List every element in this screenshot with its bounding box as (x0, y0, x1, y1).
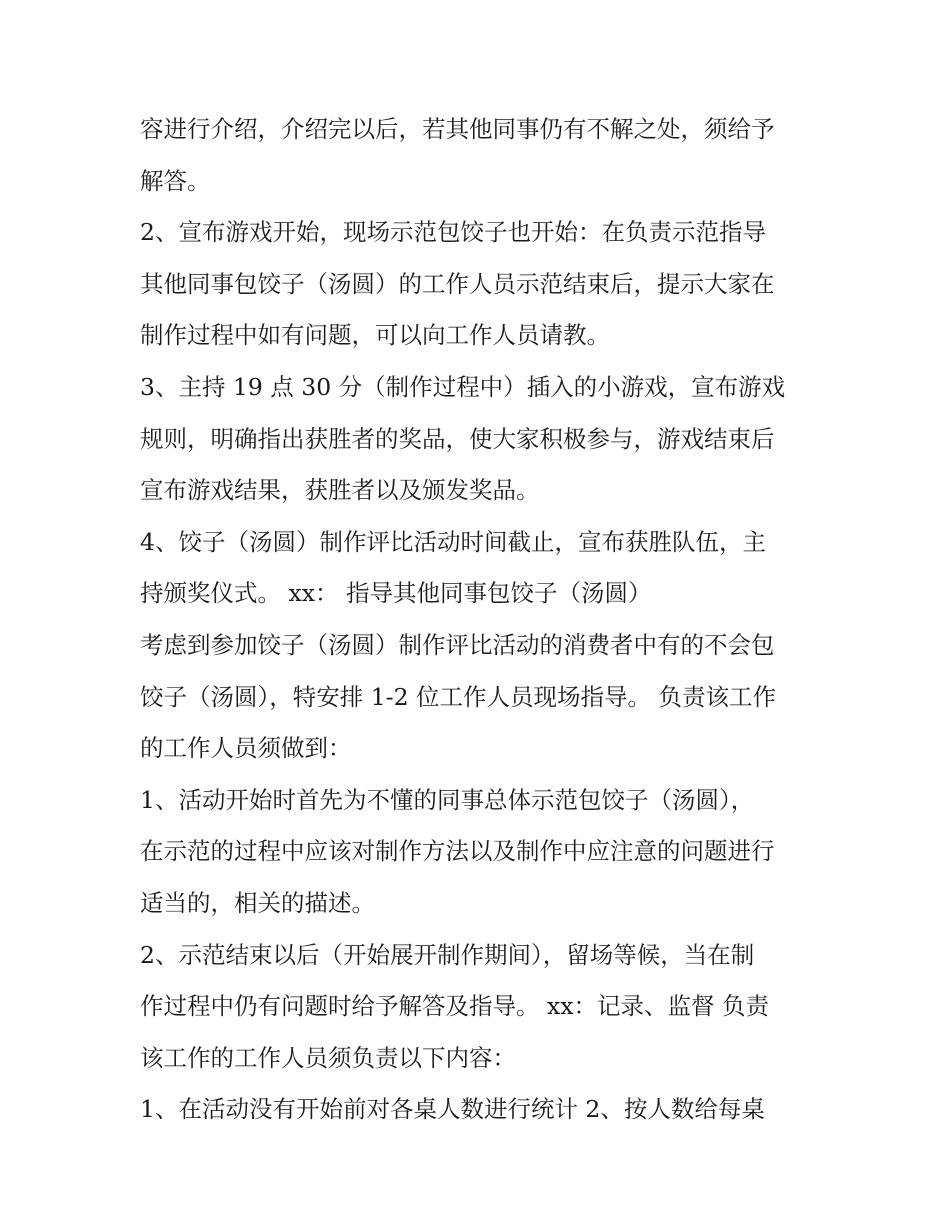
text-line: 容进行介绍，介绍完以后，若其他同事仍有不解之处，须给予 (140, 115, 775, 143)
text-line: 2、示范结束以后（开始展开制作期间），留场等候，当在制 (140, 940, 755, 969)
text-line: 在示范的过程中应该对制作方法以及制作中应注意的问题进行 (140, 837, 775, 866)
text-line: 的工作人员须做到： (140, 734, 352, 763)
body-text (140, 104, 820, 1136)
text-line: 作过程中仍有问题时给予解答及指导。 xx：记录、监督 负责 (140, 992, 769, 1021)
text-line: 2、宣布游戏开始，现场示范包饺子也开始：在负责示范指导 (140, 218, 766, 247)
text-line: 饺子（汤圆），特安排 1-2 位工作人员现场指导。 负责该工作 (140, 682, 777, 711)
text-line: 其他同事包饺子（汤圆）的工作人员示范结束后，提示大家在 (140, 269, 775, 298)
text-line: 解答。 (140, 166, 211, 195)
text-line: 考虑到参加饺子（汤圆）制作评比活动的消费者中有的不会包 (140, 630, 775, 659)
text-line: 规则，明确指出获胜者的奖品，使大家积极参与，游戏结束后 (140, 424, 775, 453)
text-line: 1、活动开始时首先为不懂的同事总体示范包饺子（汤圆）， (140, 785, 755, 814)
text-line: 该工作的工作人员须负责以下内容： (140, 1043, 516, 1072)
text-line: 宣布游戏结果，获胜者以及颁发奖品。 (140, 476, 540, 505)
text-line: 持颁奖仪式。 xx： 指导其他同事包饺子（汤圆） (140, 579, 652, 608)
text-line: 制作过程中如有问题，可以向工作人员请教。 (140, 321, 610, 350)
text-line: 3、主持 19 点 30 分（制作过程中）插入的小游戏，宣布游戏 (140, 372, 786, 401)
text-line: 4、饺子（汤圆）制作评比活动时间截止，宣布获胜队伍，主 (140, 527, 766, 556)
text-line: 适当的，相关的描述。 (140, 888, 375, 917)
text-line: 1、在活动没有开始前对各桌人数进行统计 2、按人数给每桌 (140, 1095, 765, 1124)
